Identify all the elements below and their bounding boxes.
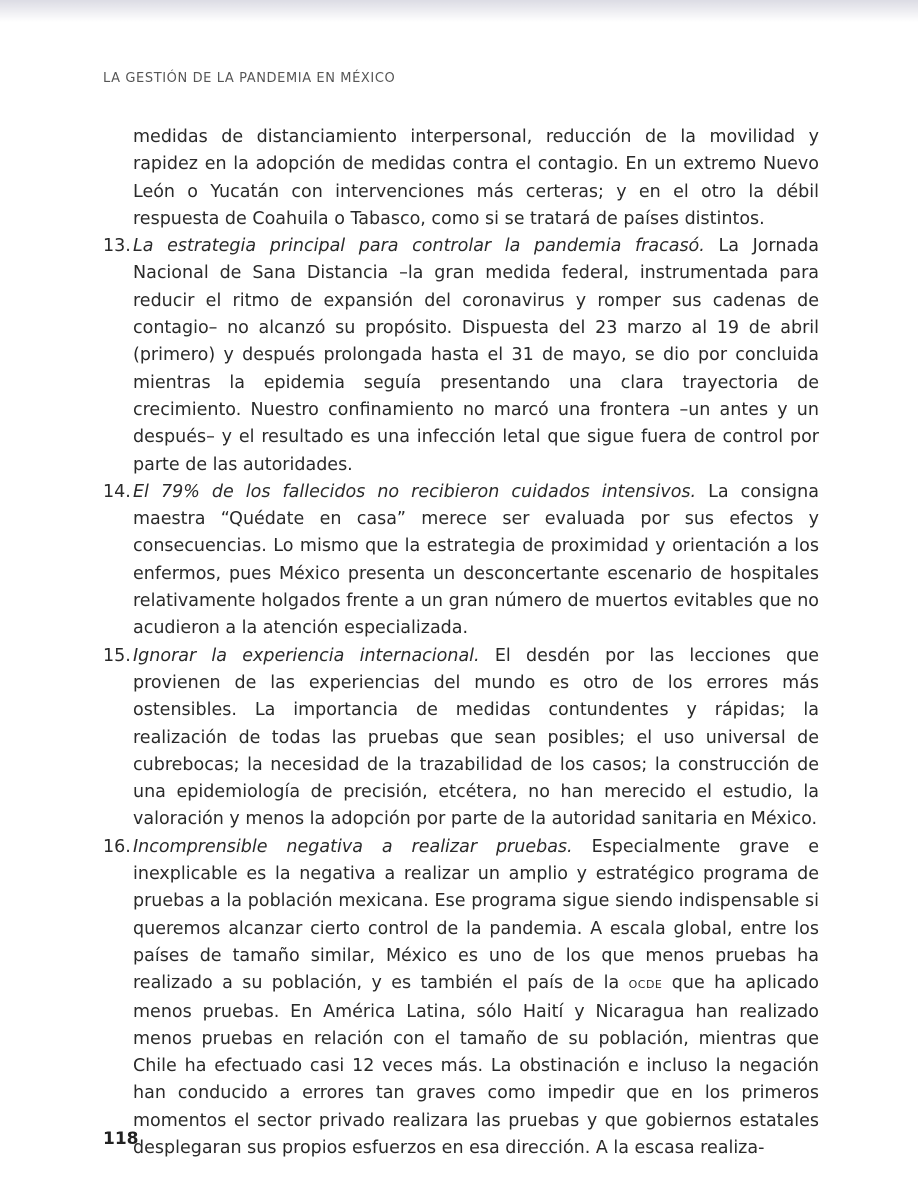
continued-paragraph: medidas de distanciamiento interpersonal, reducción de la movilidad y rapidez en la adopción de medidas contra el contagio. En un extremo Nuevo León o Yucatán con intervenciones más certeras; y en el otro la débil respuesta de Coahuila o Tabasco, como si se tratará de países distintos. — [133, 127, 819, 229]
item-lead: Ignorar la experiencia internacional. — [133, 645, 480, 666]
page-number: 118 — [103, 1129, 139, 1149]
item-text: La consigna maestra “Quédate en casa” merece ser evaluada por sus efectos y consecuencias. Lo mismo que la estrategia de proximidad y orientación a los enfermos, pues México presenta un desconcertante escenario de hospitales relativamente holgados frente a un gran número de muertos evitables que no acudieron a la atención especializada. — [133, 481, 819, 639]
list-item-15 — [103, 643, 819, 834]
running-head: LA GESTIÓN DE LA PANDEMIA EN MÉXICO — [103, 71, 396, 86]
item-number: 13. — [103, 236, 131, 257]
list-item-16 — [103, 834, 819, 1163]
list-item-14 — [103, 479, 819, 643]
item-number: 16. — [103, 836, 131, 857]
item-lead: Incomprensible negativa a realizar pruebas. — [133, 836, 573, 857]
item-number: 14. — [103, 481, 131, 502]
item-text: El desdén por las lecciones que provienen de las experiencias del mundo es otro de los errores más ostensibles. La importancia de medidas contundentes y rápidas; la realización de todas las pruebas que sean posibles; el uso universal de cubrebocas; la necesidad de la trazabilidad de los casos; la construcción de una epidemiología de precisión, etcétera, no han merecido el estudio, la valoración y menos la adopción por parte de la autoridad sanitaria en México. — [133, 645, 819, 830]
item-text-after: que ha aplicado menos pruebas. En América Latina, sólo Haití y Nicaragua han realizado menos pruebas en relación con el tamaño de su población, mientras que Chile ha efectuado casi 12 veces más. La obstinación e incluso la negación han conducido a errores tan graves como impedir que en los primeros momentos el sector privado realizara las pruebas y que gobiernos estatales desplegaran sus propios esfuerzos en esa dirección. A la escasa realiza- — [133, 973, 819, 1158]
acronym-small-caps: OCDE — [628, 978, 663, 992]
item-number: 15. — [103, 645, 131, 666]
item-text: La Jornada Nacional de Sana Distancia –la gran medida federal, instrumentada para reducir el ritmo de expansión del coronavirus y romper sus cadenas de contagio– no alcanzó su propósito. Dispuesta del 23 marzo al 19 de abril (primero) y después prolongada hasta el 31 de mayo, se dio por concluida mientras la epidemia seguía presentando una clara trayectoria de crecimiento. Nuestro confinamiento no marcó una frontera –un antes y un después– y el resultado es una infección letal que sigue fuera de control por parte de las autoridades. — [133, 236, 819, 475]
page-body — [103, 124, 819, 1162]
item-lead: La estrategia principal para controlar la pandemia fracasó. — [133, 236, 705, 257]
item-text-before: Especialmente grave e inexplicable es la negativa a realizar un amplio y estratégico programa de pruebas a la población mexicana. Ese programa sigue siendo indispensable si queremos alcanzar cierto control de la pandemia. A escala global, entre los países de tamaño similar, México es uno de los que menos pruebas ha realizado a su población, y es también el país de la — [133, 836, 819, 994]
list-item-13 — [103, 233, 819, 479]
item-lead: El 79% de los fallecidos no recibieron cuidados intensivos. — [133, 481, 697, 502]
top-edge-shadow — [0, 0, 918, 22]
